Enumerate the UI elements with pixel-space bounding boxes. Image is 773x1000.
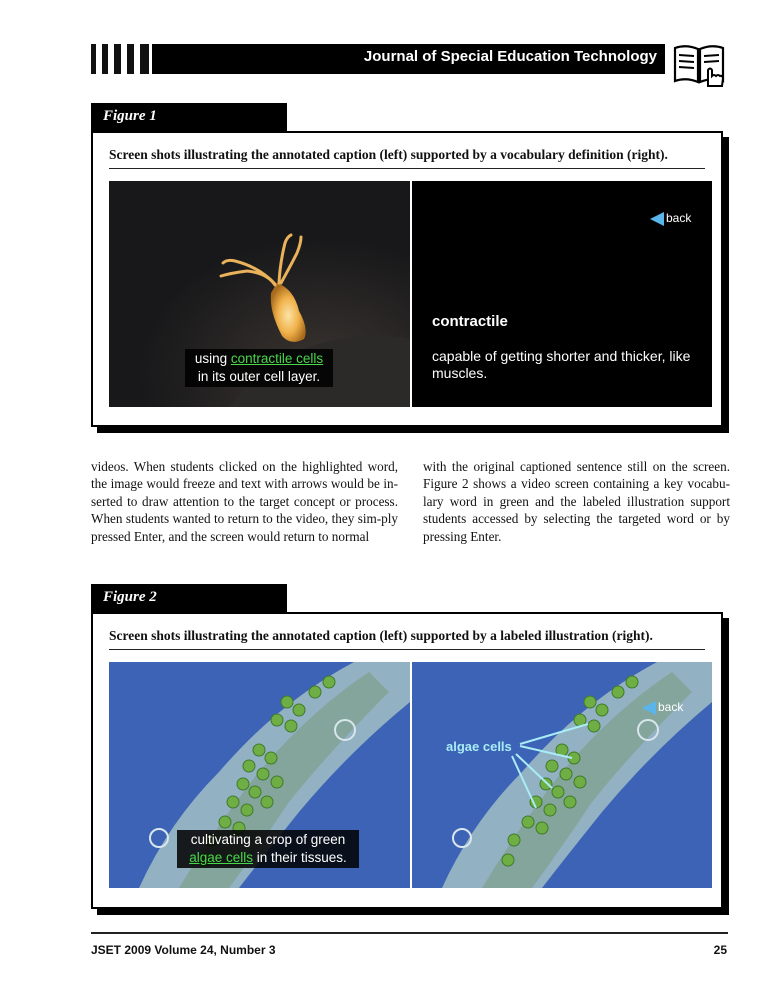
figure2-caption: Screen shots illustrating the annotated caption (left) supported by a labeled illustration (right).: [109, 628, 705, 650]
footer-rule: [91, 932, 728, 934]
vocabulary-definition: capable of getting shorter and thicker, like muscles.: [432, 348, 691, 381]
figure1-definition-panel: [412, 181, 712, 407]
body-text-column-2: with the original captioned sentence still on the screen. Figure 2 shows a video screen containing a key vocabu-lary word in green and the labeled illustration support students accessed by selecting the targeted word or by pressing Enter.: [423, 459, 730, 544]
back-button[interactable]: [642, 700, 683, 715]
algae-cells-label: algae cells: [446, 739, 512, 754]
figure1-label: Figure 1: [103, 108, 157, 124]
body-text-column-1: videos. When students clicked on the highlighted word, the image would freeze and text with arrows would be in-serted to draw attention to the target concept or process. When students wanted to return to the video, they sim-ply pressed Enter, and the screen would return to normal: [91, 459, 398, 544]
caption-text-line1: cultivating a crop of green: [190, 832, 346, 847]
figure2-annotated-caption: [177, 830, 359, 868]
caption-text-suffix: in their tissues.: [253, 850, 347, 865]
caption-text-line2: in its outer cell layer.: [197, 369, 321, 384]
journal-title: Journal of Special Education Technology: [363, 48, 657, 65]
back-label: back: [666, 211, 692, 225]
figure2-illustration-panel: [412, 662, 712, 888]
vocabulary-word: contractile: [432, 313, 508, 330]
algae-labeled-image: [412, 662, 712, 888]
back-arrow-icon: [650, 212, 664, 226]
back-arrow-icon: [642, 701, 656, 715]
back-button[interactable]: [650, 211, 691, 226]
figure2-tab: [91, 584, 287, 612]
footer-issue: JSET 2009 Volume 24, Number 3: [91, 943, 276, 957]
figure2-label: Figure 2: [103, 589, 157, 605]
page-number: 25: [713, 943, 727, 957]
figure2-box: [91, 612, 723, 909]
figure1-box: [91, 131, 723, 427]
figure1-caption: Screen shots illustrating the annotated caption (left) supported by a vocabulary definition (right).: [109, 147, 705, 169]
book-pointer-icon: [672, 42, 726, 90]
back-label: back: [658, 700, 684, 714]
figure2-video-panel: [109, 662, 410, 888]
figure1-annotated-caption: [185, 349, 333, 387]
caption-text-prefix: using: [194, 351, 231, 366]
contractile-cells-link[interactable]: contractile cells: [230, 351, 324, 366]
figure1-video-panel: [109, 181, 410, 407]
figure1-tab: [91, 103, 287, 131]
algae-cells-link[interactable]: algae cells: [189, 850, 253, 865]
header-band: [152, 44, 665, 74]
